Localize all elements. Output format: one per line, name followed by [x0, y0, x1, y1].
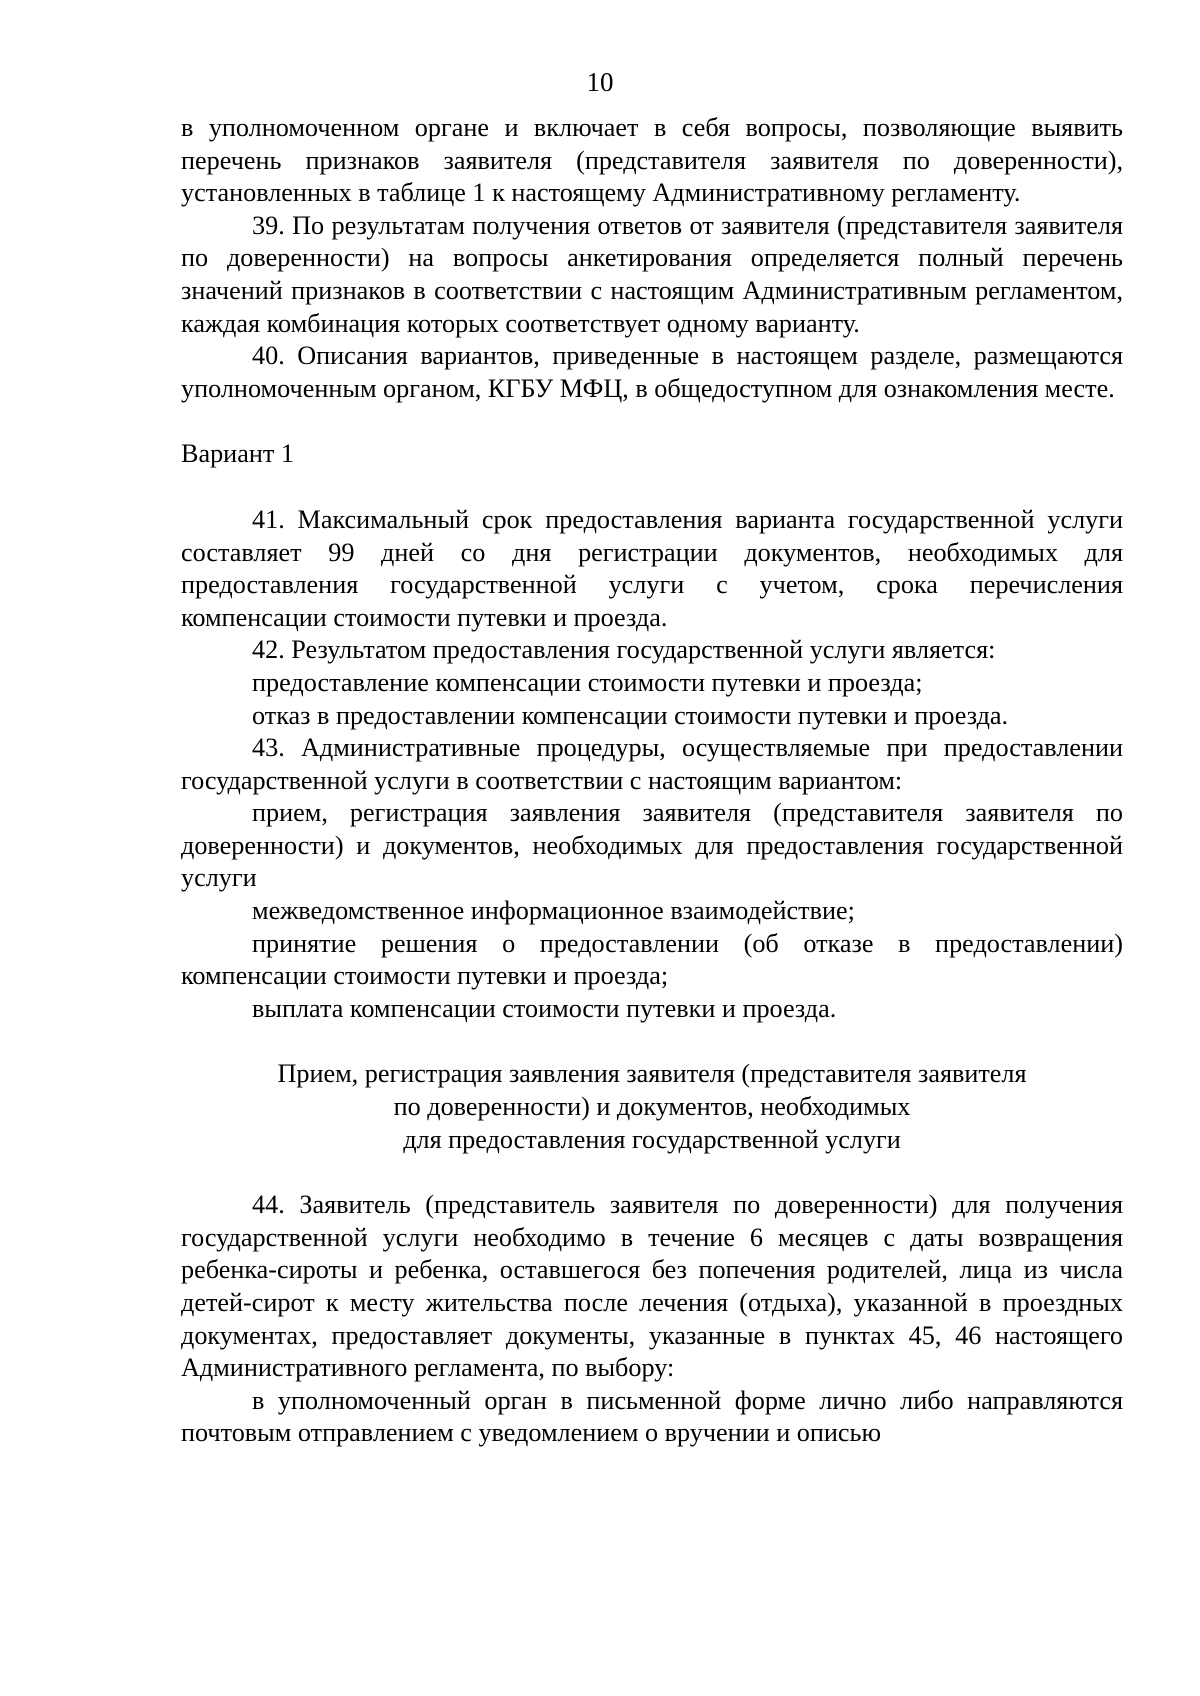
- paragraph-42-item-1: предоставление компенсации стоимости путевки и проезда;: [252, 667, 923, 697]
- paragraph-43-item-4: выплата компенсации стоимости путевки и проезда.: [252, 993, 837, 1023]
- paragraph-43-item-3: принятие решения о предоставлении (об отказе в предоставлении) компенсации стоимости путевки и проезда;: [181, 928, 1123, 991]
- section-heading: [181, 1058, 1123, 1156]
- paragraph-43-item-2: межведомственное информационное взаимодействие;: [252, 896, 855, 926]
- section-heading-line-3: для предоставления государственной услуги: [403, 1124, 901, 1154]
- page-number: 10: [586, 67, 614, 97]
- section-heading-line-1: Прием, регистрация заявления заявителя (представителя заявителя: [277, 1059, 1027, 1089]
- paragraph-38-continuation: в уполномоченном органе и включает в себя вопросы, позволяющие выявить перечень признаков заявителя (представителя заявителя по доверенности), установленных в таблице 1 к настоящему Административному регламенту.: [181, 113, 1123, 208]
- paragraph-42: 42. Результатом предоставления государственной услуги является:: [252, 635, 996, 665]
- variant-heading: Вариант 1: [181, 439, 294, 469]
- paragraph-44: 44. Заявитель (представитель заявителя по доверенности) для получения государственной услуги необходимо в течение 6 месяцев с даты возвращения ребенка-сироты и ребенка, оставшегося без попечения родителей, лица из числа детей-сирот к месту жительства после лечения (отдыха), указанной в проездных документах, предоставляет документы, указанные в пунктах 45, 46 настоящего Административного регламента, по выбору:: [181, 1190, 1123, 1383]
- paragraph-40: 40. Описания вариантов, приведенные в настоящем разделе, размещаются уполномоченным органом, КГБУ МФЦ, в общедоступном для ознакомления месте.: [181, 341, 1123, 403]
- paragraph-43-item-1: прием, регистрация заявления заявителя (представителя заявителя по доверенности) и документов, необходимых для предоставления государственной услуги: [181, 798, 1123, 893]
- document-body: [181, 112, 1123, 1450]
- paragraph-42-item-2: отказ в предоставлении компенсации стоимости путевки и проезда.: [252, 700, 1009, 730]
- paragraph-43: 43. Административные процедуры, осуществляемые при предоставлении государственной услуги в соответствии с настоящим вариантом:: [181, 733, 1123, 795]
- paragraph-39: 39. По результатам получения ответов от заявителя (представителя заявителя по доверенности) на вопросы анкетирования определяется полный перечень значений признаков в соответствии с настоящим Административным регламентом, каждая комбинация которых соответствует одному варианту.: [181, 210, 1123, 338]
- paragraph-41: 41. Максимальный срок предоставления варианта государственной услуги составляет 99 дней со дня регистрации документов, необходимых для предоставления государственной услуги с учетом, срока перечисления компенсации стоимости путевки и проезда.: [181, 504, 1123, 632]
- section-heading-line-2: по доверенности) и документов, необходимых: [393, 1092, 911, 1122]
- paragraph-44-item-1: в уполномоченный орган в письменной форме лично либо направляются почтовым отправлением с уведомлением о вручении и описью: [181, 1385, 1123, 1448]
